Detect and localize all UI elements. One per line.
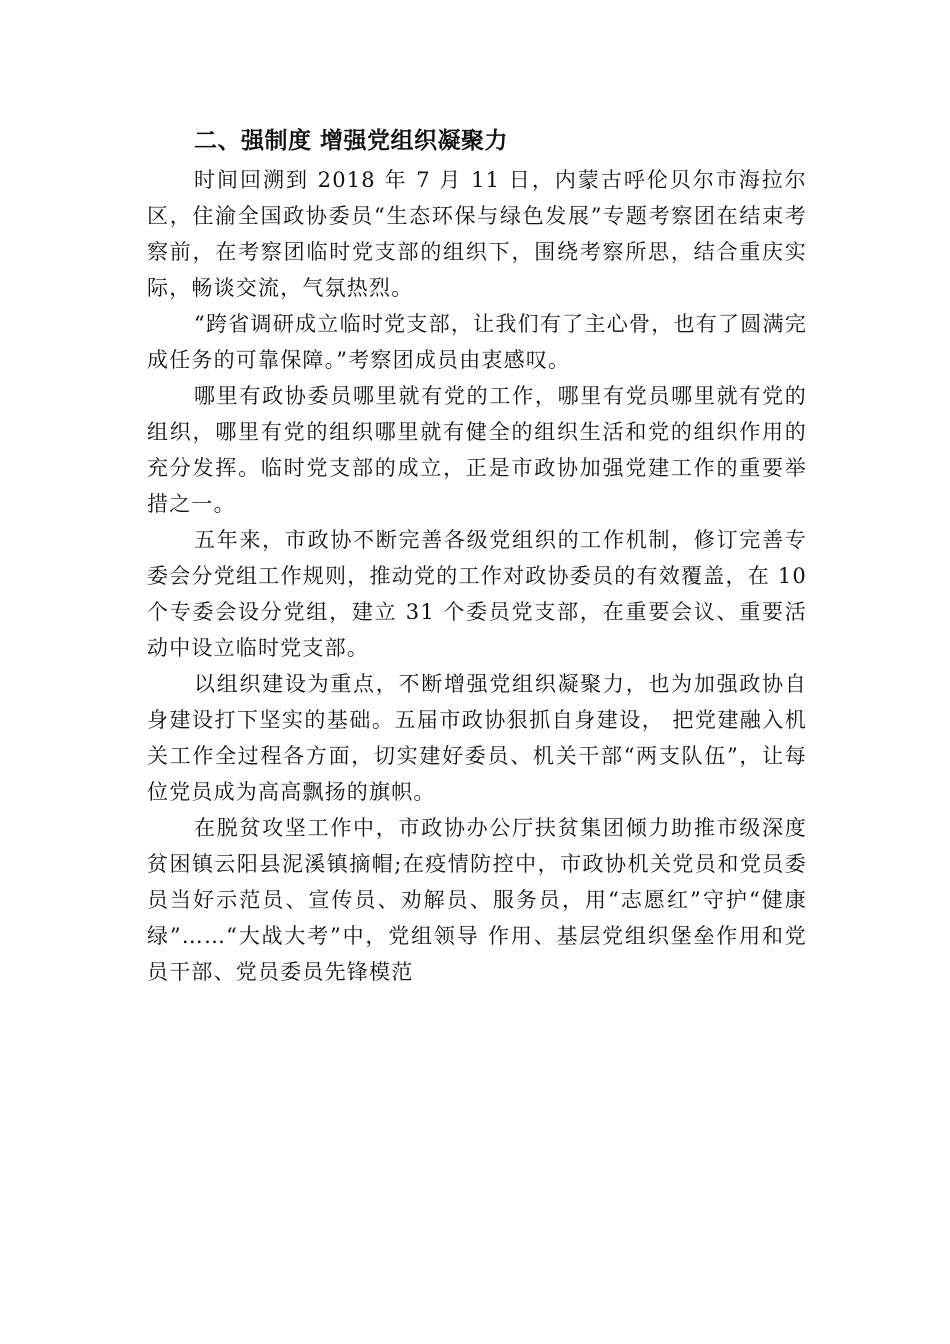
paragraph: 时间回溯到 2018 年 7 月 11 日，内蒙古呼伦贝尔市海拉尔区，住渝全国政协委员“生态环保与绿色发展”专题考察团在结束考察前，在考察团临时党支部的组织下，围绕考察所思，结合重庆实际，畅谈交流，气氛热烈。 bbox=[147, 168, 807, 300]
paragraph: 以组织建设为重点，不断增强党组织凝聚力，也为加强政协自身建设打下坚实的基础。五届市政协狠抓自身建设， 把党建融入机关工作全过程各方面，切实建好委员、机关干部“两支队伍”，让每位党员成为高高飘扬的旗帜。 bbox=[147, 672, 807, 804]
paragraph: 哪里有政协委员哪里就有党的工作，哪里有党员哪里就有党的组织，哪里有党的组织哪里就有健全的组织生活和党的组织作用的充分发挥。临时党支部的成立，正是市政协加强党建工作的重要举措之一。 bbox=[147, 384, 807, 516]
paragraph: “跨省调研成立临时党支部，让我们有了主心骨，也有了圆满完成任务的可靠保障。”考察团成员由衷感叹。 bbox=[147, 312, 807, 372]
paragraph: 在脱贫攻坚工作中，市政协办公厅扶贫集团倾力助推市级深度贫困镇云阳县泥溪镇摘帽;在疫情防控中，市政协机关党员和党员委员当好示范员、宣传员、劝解员、服务员，用“志愿红”守护“健康绿”……“大战大考”中，党组领导 作用、基层党组织堡垒作用和党员干部、党员委员先锋模范 bbox=[147, 816, 807, 984]
document-body bbox=[147, 122, 807, 990]
section-heading: 二、强制度 增强党组织凝聚力 bbox=[194, 128, 509, 154]
paragraph: 五年来，市政协不断完善各级党组织的工作机制，修订完善专委会分党组工作规则，推动党的工作对政协委员的有效覆盖，在 10 个专委会设分党组，建立 31 个委员党支部，在重要会议、重要活动中设立临时党支部。 bbox=[147, 528, 807, 660]
